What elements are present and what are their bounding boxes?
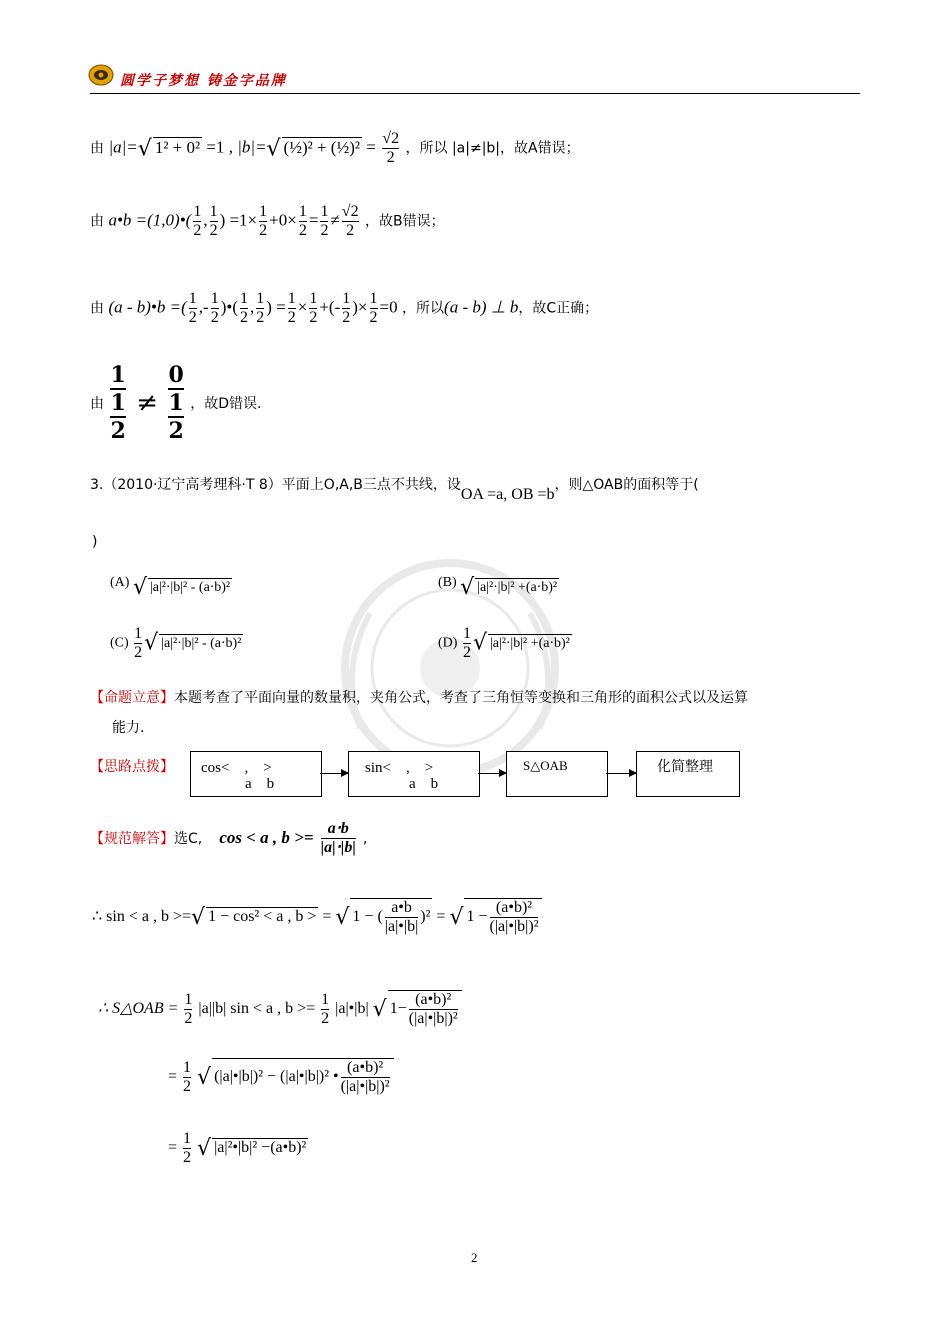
header-divider [90,93,860,94]
solution-line-b: 由 a•b =(1,0)•( $\frac{1}{2}$ , $\frac{1}{2}$ ) =1× $\frac{1}{2}$ +0× $\frac{1}{2}$ = $\frac{1}{2}$ ≠ $\frac{√2}{2}$ ，故B错误； [90,203,445,239]
option-d[interactable]: (D) $\frac{1}{2}$ √ |a|²⋅|b|² +(a⋅b)² [438,625,570,661]
option-c[interactable]: (C) $\frac{1}{2}$ √ |a|²⋅|b|² - (a⋅b)² [110,625,242,661]
flow-box-sin: sin< , > a b [348,751,480,797]
question-stem: 3.（2010·辽宁高考理科·T 8）平面上O,A,B三点不共线，设OA =a, OB =b，则△OAB的面积等于( [90,477,699,503]
mingti-section: 【命题立意】本题考查了平面向量的数量积，夹角公式，考查了三角恒等变换和三角形的面积公式以及运算 能力. [90,690,748,736]
solution-line-a: 由 |a|=√ 1² + 0² =1 , |b|=√ (½)² + (½)² = $\frac{√2}{2}$ ，所以 |a|≠|b|，故A错误； [90,130,580,166]
flow-arrow-3 [606,773,636,774]
solution-line-c: 由 (a - b)•b =( $\frac{1}{2}$ ,- $\frac{1}{2}$ )•( $\frac{1}{2}$ , $\frac{1}{2}$ ) = $\frac{1}{2}$ × $\frac{1}{2}$ +(- $\frac{1}{2}$ )× $\frac{1}{2}$ =0 ，所以(a - b) ⊥ b，故C正确； [90,290,599,326]
question-close-paren: ) [92,534,98,550]
flow-arrow-1 [320,773,348,774]
derivation-step-4: = $\frac{1}{2}$ √ |a|²•|b|² −(a•b)² [168,1130,307,1166]
flow-box-simplify: 化简整理 [636,751,740,797]
derivation-step-3: = $\frac{1}{2}$ √ (|a|•|b|)² − (|a|•|b|)² • $\frac{\text{(a•b)²}}{\text{(|a|•|b|)²}}$ [168,1058,394,1096]
brand-logo-icon [88,64,114,86]
silu-tag: 【思路点拨】 [90,759,174,775]
derivation-sin: ∴ sin < a , b >=√ 1 − cos² < a , b > = √ 1 − ( $\frac{a•b}{|a|•|b|}$ )² = √ 1 − $\frac{\text{(a•b)²}}{\text{(|a|•|b|)²}}$ [92,898,542,936]
guifan-section: 【规范解答】选C, cos < a , b >= $\frac{a\cdot b}{|a|\cdot|b|}$ , [90,820,368,856]
option-b[interactable]: (B) √ |a|²⋅|b|² +(a⋅b)² [438,575,558,600]
solution-line-d: 由 $\frac{1}{\frac{1}{2}}$ ≠ $\frac{0}{\frac{1}{2}}$ ，故D错误. [90,362,262,444]
flow-box-area: S△OAB [506,751,608,797]
flow-arrow-2 [478,773,506,774]
option-a[interactable]: (A) √ |a|²⋅|b|² - (a⋅b)² [110,575,231,600]
header-slogan: 圆学子梦想 铸金字品牌 [120,73,287,89]
page-number: 2 [471,1250,478,1265]
flow-box-cos: cos< , > a b [190,751,322,797]
derivation-area: ∴ S△OAB = $\frac{1}{2}$ |a||b| sin < a , b >= $\frac{1}{2}$ |a|•|b| √ 1− $\frac{\text{(a•b)²}}{\text{(|a|•|b|)²}}$ [98,990,462,1028]
